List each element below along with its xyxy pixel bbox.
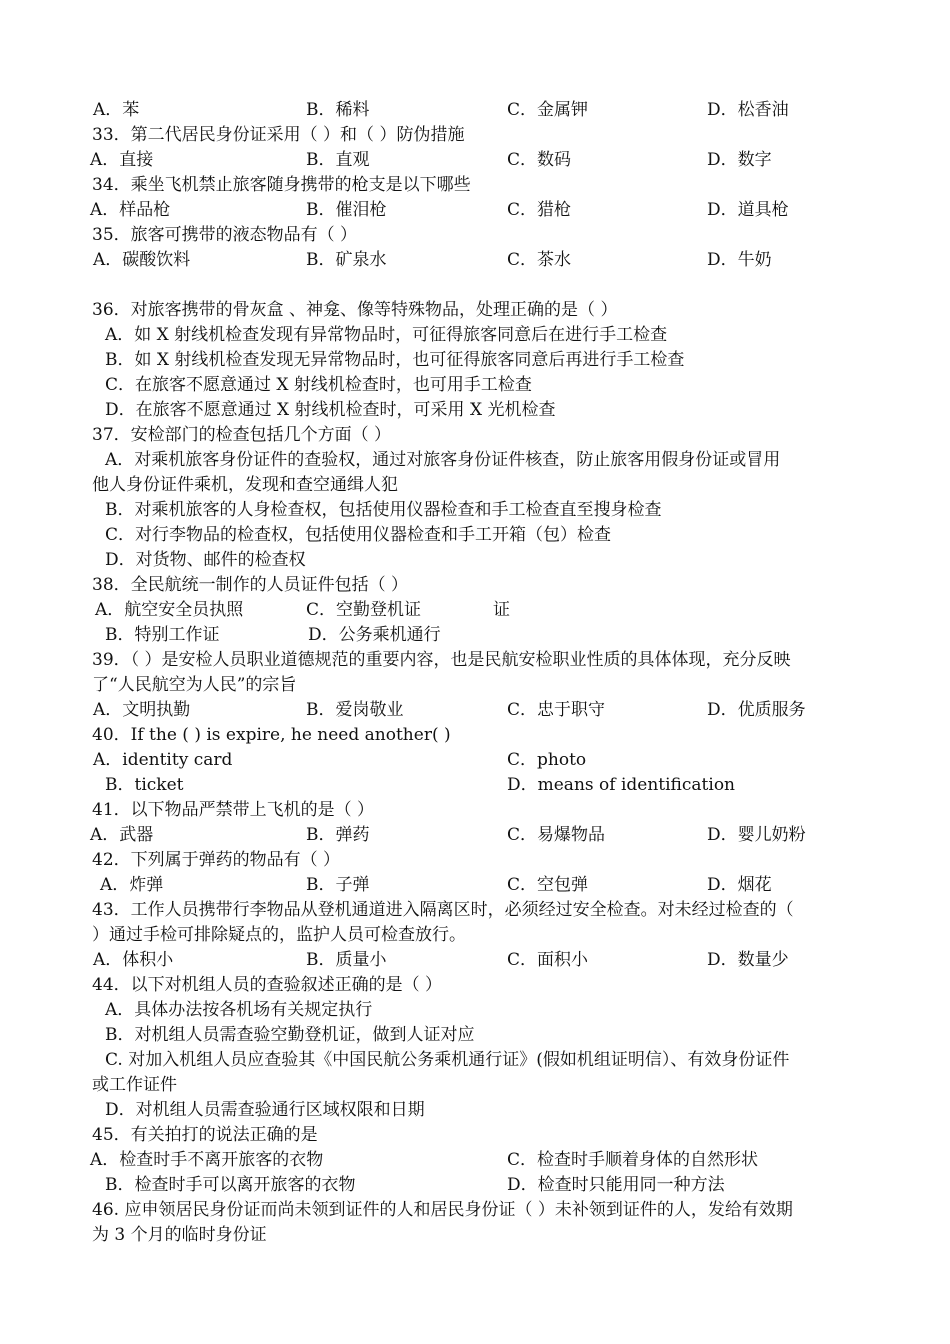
q43-option-c: C．面积小 [507,950,589,970]
q40-option-c: C．photo [507,750,587,770]
q42-option-a: A．炸弹 [100,875,164,895]
q38-option-b: B．特别工作证 [105,625,220,645]
q38-stem: 38．全民航统一制作的人员证件包括（ ） [92,575,409,595]
q33-option-d: D．数字 [707,150,772,170]
q36-stem: 36．对旅客携带的骨灰盒 、神龛、像等特殊物品，处理正确的是（ ） [92,300,618,320]
q41-option-d: D．婴儿奶粉 [707,825,806,845]
q45-option-d: D．检查时只能用同一种方法 [507,1175,725,1195]
q40-option-b: B．ticket [105,775,184,795]
q43-option-d: D．数量少 [707,950,789,970]
q36-option-d: D．在旅客不愿意通过 X 射线机检查时，可采用 X 光机检查 [105,400,556,420]
q37-option-c: C．对行李物品的检查权，包括使用仪器检查和手工开箱（包）检查 [105,525,612,545]
q40-option-d: D．means of identification [507,775,735,795]
q41-option-c: C．易爆物品 [507,825,606,845]
q40-option-a: A．identity card [93,750,233,770]
q35-option-a: A．碳酸饮料 [93,250,191,270]
q44-option-d: D．对机组人员需查验通行区域权限和日期 [105,1100,425,1120]
q42-stem: 42．下列属于弹药的物品有（ ） [92,850,341,870]
q39-option-a: A．文明执勤 [93,700,191,720]
q33-option-a: A．直接 [90,150,154,170]
q33-stem: 33．第二代居民身份证采用（ ）和（ ）防伪措施 [92,125,465,145]
q42-option-c: C．空包弹 [507,875,589,895]
q36-option-b: B．如 X 射线机检查发现无异常物品时，也可征得旅客同意后再进行手工检查 [105,350,685,370]
q44-option-c: C. 对加入机组人员应查验其《中国民航公务乘机通行证》(假如机组证明信）、有效身份证件 [105,1050,790,1070]
q37-stem: 37．安检部门的检查包括几个方面（ ） [92,425,392,445]
q46-stem: 46. 应申领居民身份证而尚未领到证件的人和居民身份证（ ）未补领到证件的人，发给有效期 [92,1200,793,1220]
q45-option-a: A．检查时手不离开旅客的衣物 [90,1150,324,1170]
q43-stem: 43．工作人员携带行李物品从登机通道进入隔离区时，必须经过安全检查。对未经过检查的（ [92,900,794,920]
q42-option-d: D．烟花 [707,875,772,895]
q37-option-b: B．对乘机旅客的人身检查权，包括使用仪器检查和手工检查直至搜身检查 [105,500,662,520]
q38-option-c: C．空勤登机证 [306,600,422,620]
q33-option-c: C．数码 [507,150,572,170]
q44-option-a: A．具体办法按各机场有关规定执行 [105,1000,373,1020]
q32-option-c: C．金属钾 [507,100,589,120]
q35-option-d: D．牛奶 [707,250,772,270]
q34-stem: 34．乘坐飞机禁止旅客随身携带的枪支是以下哪些 [92,175,471,195]
q39-option-d: D．优质服务 [707,700,806,720]
q34-option-a: A．样品枪 [90,200,171,220]
q43-stem-cont: ）通过手检可排除疑点的，监护人员可检查放行。 [92,925,466,945]
q45-option-b: B．检查时手可以离开旅客的衣物 [105,1175,356,1195]
q46-stem-cont: 为 3 个月的临时身份证 [92,1225,267,1245]
q36-option-c: C．在旅客不愿意通过 X 射线机检查时，也可用手工检查 [105,375,532,395]
q34-option-d: D．道具枪 [707,200,789,220]
q39-stem: 39．（ ）是安检人员职业道德规范的重要内容，也是民航安检职业性质的具体体现，充分反映 [92,650,791,670]
q37-option-d: D．对货物、邮件的检查权 [105,550,306,570]
q38-option-d: D．公务乘机通行 [308,625,441,645]
q45-stem: 45．有关拍打的说法正确的是 [92,1125,318,1145]
q41-option-b: B．弹药 [306,825,370,845]
q34-option-c: C．猎枪 [507,200,572,220]
q32-option-b: B．稀料 [306,100,370,120]
q37-option-a: A．对乘机旅客身份证件的查验权，通过对旅客身份证件核查，防止旅客用假身份证或冒用 [105,450,781,470]
q32-option-d: D．松香油 [707,100,789,120]
q44-option-b: B．对机组人员需查验空勤登机证，做到人证对应 [105,1025,475,1045]
q34-option-b: B．催泪枪 [306,200,387,220]
q32-option-a: A．苯 [93,100,140,120]
q35-option-b: B．矿泉水 [306,250,387,270]
q45-option-c: C．检查时手顺着身体的自然形状 [507,1150,759,1170]
q35-option-c: C．茶水 [507,250,572,270]
q38-option-d-tail: 证 [493,600,510,620]
q36-option-a: A．如 X 射线机检查发现有异常物品时，可征得旅客同意后在进行手工检查 [105,325,668,345]
q41-option-a: A．武器 [90,825,154,845]
q39-option-c: C．忠于职守 [507,700,606,720]
q44-option-c-cont: 或工作证件 [92,1075,177,1095]
q42-option-b: B．子弹 [306,875,370,895]
q41-stem: 41．以下物品严禁带上飞机的是（ ） [92,800,375,820]
q35-stem: 35．旅客可携带的液态物品有（ ） [92,225,358,245]
q38-option-a: A．航空安全员执照 [95,600,244,620]
q43-option-b: B．质量小 [306,950,387,970]
q39-stem-cont: 了“人民航空为人民”的宗旨 [92,675,297,695]
q43-option-a: A．体积小 [93,950,174,970]
q44-stem: 44．以下对机组人员的查验叙述正确的是（ ） [92,975,443,995]
q39-option-b: B．爱岗敬业 [306,700,404,720]
q37-option-a-cont: 他人身份证件乘机，发现和查空通缉人犯 [92,475,398,495]
q40-stem: 40．If the ( ) is expire, he need another( ) [92,725,451,745]
q33-option-b: B．直观 [306,150,370,170]
